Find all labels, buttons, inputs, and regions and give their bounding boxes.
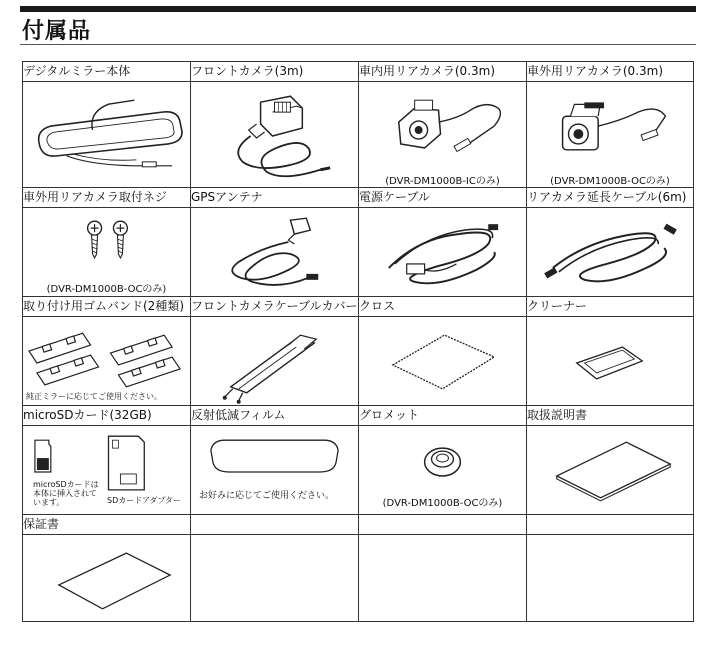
image-row [23,535,694,622]
item-label [359,515,527,535]
label-row [23,62,694,82]
power-cable-icon [359,208,526,296]
item-label: 取扱説明書 [527,406,694,426]
heading-underline [20,44,696,45]
image-row [23,317,694,406]
gps-antenna-icon [191,208,358,296]
label-row [23,515,694,535]
usage-note: お好みに応じてご使用ください。 [199,491,335,501]
item-label: 車内用リアカメラ(0.3m) [359,62,527,82]
item-image-cell [191,317,359,406]
instruction-manual-icon [527,426,693,514]
image-row [23,82,694,188]
item-label: フロントカメラケーブルカバー [191,297,359,317]
label-row [23,297,694,317]
empty-cell [527,535,694,622]
item-label: フロントカメラ(3m) [191,62,359,82]
warranty-card-icon [23,535,190,621]
item-image-cell [527,317,694,406]
item-image-cell [191,208,359,297]
accessories-table [22,61,694,622]
item-label: リアカメラ延長ケーブル(6m) [527,188,694,208]
mirror-body-icon [23,82,190,187]
extension-cable-icon [527,208,693,296]
model-note: (DVR-DM1000B-OCのみ) [46,284,167,295]
item-label: 電源ケーブル [359,188,527,208]
item-label: microSDカード(32GB) [23,406,191,426]
item-label: GPSアンテナ [191,188,359,208]
model-note: (DVR-DM1000B-OCのみ) [382,498,503,509]
item-label: 保証書 [23,515,191,535]
item-label: 取り付け用ゴムバンド(2種類) [23,297,191,317]
item-image-cell [527,208,694,297]
item-image-cell [23,535,191,622]
section-title: 付属品 [22,19,92,44]
microsd-note: microSDカードは 本体に挿入されて います。 [33,480,99,507]
item-image-cell [359,82,527,188]
item-label: 車外用リアカメラ取付ネジ [23,188,191,208]
item-label: クリーナー [527,297,694,317]
item-image-cell [23,82,191,188]
item-image-cell [359,208,527,297]
top-rule-bar [20,6,696,12]
item-image-cell [527,426,694,515]
item-image-cell [23,426,191,515]
label-row [23,406,694,426]
front-camera-icon [191,82,358,187]
cable-cover-icon [191,317,358,405]
item-label: グロメット [359,406,527,426]
item-image-cell [191,426,359,515]
model-note: (DVR-DM1000B-ICのみ) [385,176,500,187]
item-image-cell [191,82,359,188]
item-image-cell [359,426,527,515]
item-label [527,515,694,535]
item-image-cell [359,317,527,406]
item-label: 反射低減フィルム [191,406,359,426]
item-image-cell [23,317,191,406]
item-label: デジタルミラー本体 [23,62,191,82]
adapter-note: SDカードアダプター [107,496,181,505]
cleaner-icon [527,317,693,405]
image-row [23,426,694,515]
item-image-cell [527,82,694,188]
usage-note: 純正ミラーに応じてご使用ください。 [26,392,162,401]
item-label [191,515,359,535]
item-label: 車外用リアカメラ(0.3m) [527,62,694,82]
label-row [23,188,694,208]
empty-cell [191,535,359,622]
image-row [23,208,694,297]
model-note: (DVR-DM1000B-OCのみ) [550,176,670,187]
cloth-icon [359,317,526,405]
item-label: クロス [359,297,527,317]
empty-cell [359,535,527,622]
item-image-cell [23,208,191,297]
